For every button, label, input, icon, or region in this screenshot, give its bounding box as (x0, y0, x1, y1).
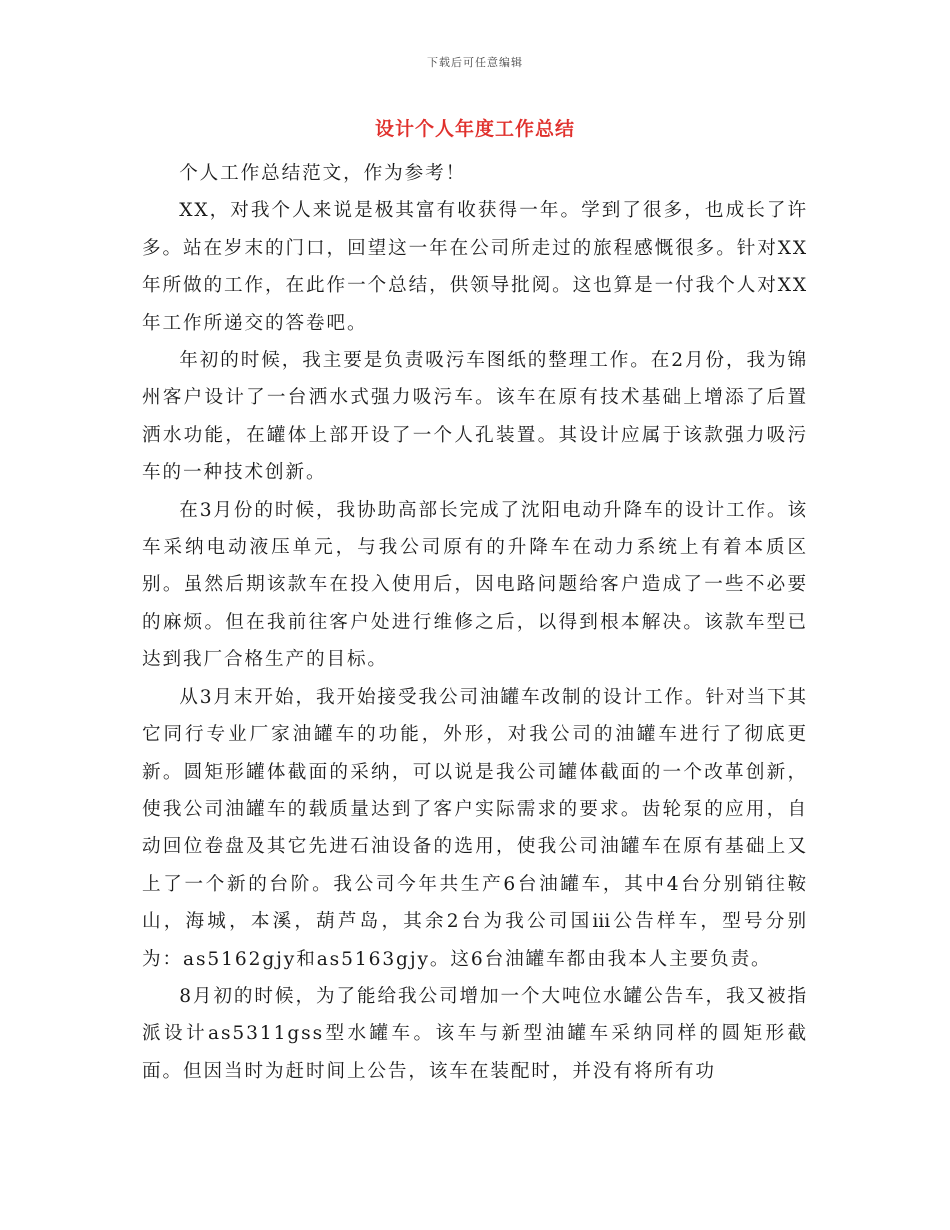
paragraph: 个人工作总结范文，作为参考！ (179, 163, 467, 184)
paragraph: 年初的时候，我主要是负责吸污车图纸的整理工作。在2月份，我为锦州客户设计了一台洒水式强力吸污车。该车在原有技术基础上增添了后置洒水功能，在罐体上部开设了一个人孔装置。其设计应属于该款强力吸污车的一种技术创新。 (142, 350, 808, 484)
document-title: 设计个人年度工作总结 (374, 118, 575, 140)
paragraph: 在3月份的时候，我协助高部长完成了沈阳电动升降车的设计工作。该车采纳电动液压单元，与我公司原有的升降车在动力系统上有着本质区别。虽然后期该款车在投入使用后，因电路问题给客户造成了一些不必要的麻烦。但在我前往客户处进行维修之后，以得到根本解决。该款车型已达到我厂合格生产的目标。 (142, 499, 808, 671)
document-body (142, 155, 808, 1090)
paragraph: 从3月末开始，我开始接受我公司油罐车改制的设计工作。针对当下其它同行专业厂家油罐车的功能，外形，对我公司的油罐车进行了彻底更新。圆矩形罐体截面的采纳，可以说是我公司罐体截面的一个改革创新，使我公司油罐车的载质量达到了客户实际需求的要求。齿轮泵的应用，自动回位卷盘及其它先进石油设备的选用，使我公司油罐车在原有基础上又上了一个新的台阶。我公司今年共生产6台油罐车，其中4台分别销往鞍山，海城，本溪，葫芦岛，其余2台为我公司国ⅲ公告样车，型号分别为：as5162gjy和as5163gjy。这6台油罐车都由我本人主要负责。 (142, 686, 808, 970)
paragraph: 8月初的时候，为了能给我公司增加一个大吨位水罐公告车，我又被指派设计as5311gss型水罐车。该车与新型油罐车采纳同样的圆矩形截面。但因当时为赶时间上公告，该车在装配时，并没有将所有功 (142, 985, 808, 1082)
header-note: 下载后可任意编辑 (427, 56, 523, 69)
paragraph: XX，对我个人来说是极其富有收获得一年。学到了很多，也成长了许多。站在岁末的门口，回望这一年在公司所走过的旅程感慨很多。针对XX年所做的工作，在此作一个总结，供领导批阅。这也算是一付我个人对XX年工作所递交的答卷吧。 (142, 200, 808, 334)
